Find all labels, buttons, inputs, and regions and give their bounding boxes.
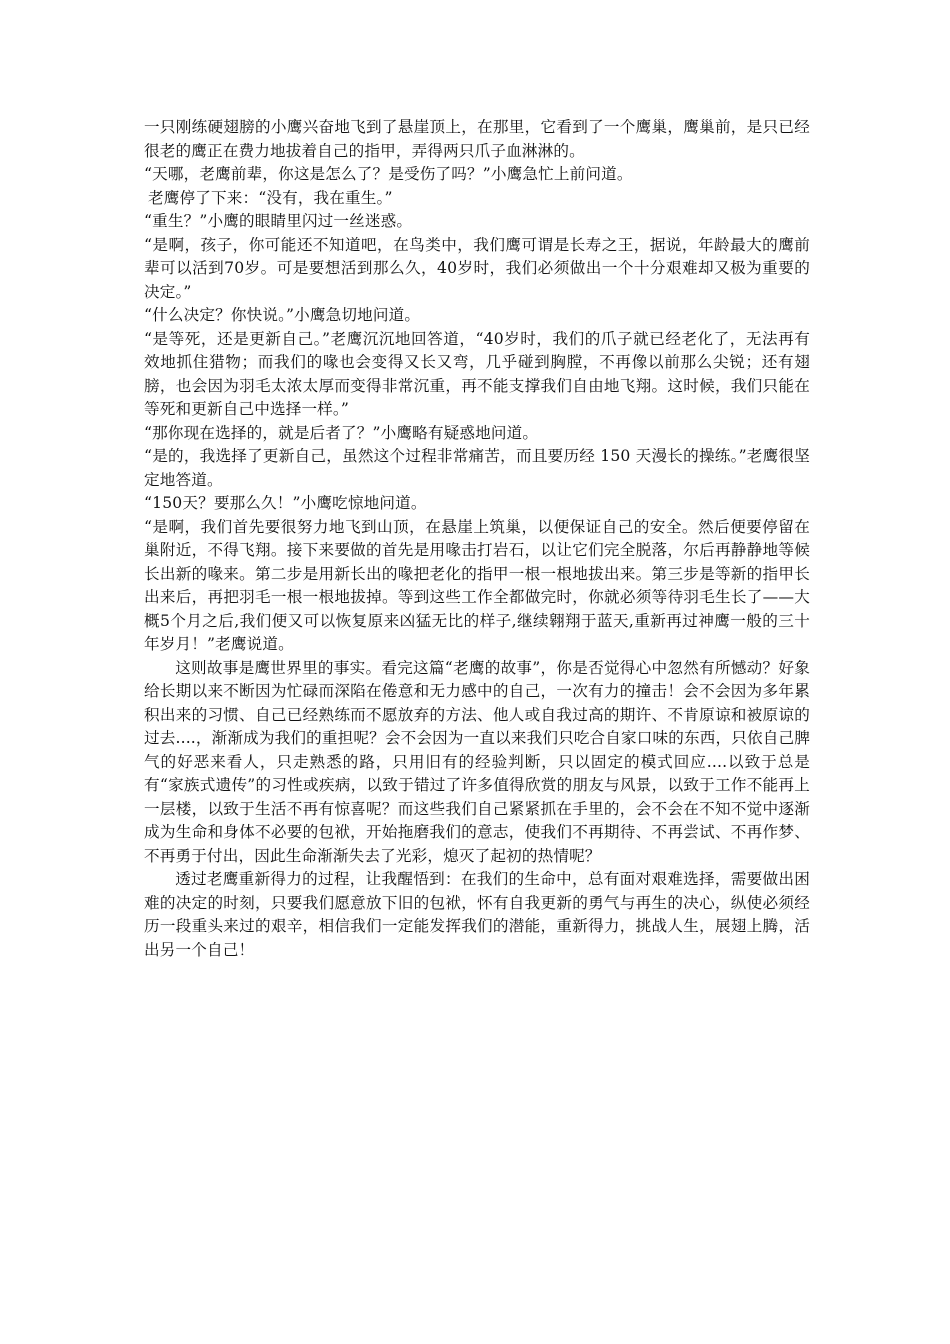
paragraph-1: 一只刚练硬翅膀的小鹰兴奋地飞到了悬崖顶上，在那里，它看到了一个鹰巢，鹰巢前，是只已经很老的鹰正在费力地拔着自己的指甲，弄得两只爪子血淋淋的。: [144, 118, 810, 160]
paragraph-6: “什么决定？你快说。”小鹰急切地问道。: [144, 306, 421, 324]
paragraph-2: “天哪，老鹰前辈，你这是怎么了？是受伤了吗？”小鹰急忙上前问道。: [144, 165, 633, 183]
paragraph-3: 老鹰停了下来：“没有，我在重生。”: [148, 188, 393, 207]
article-body: [144, 116, 810, 962]
paragraph-13: 透过老鹰重新得力的过程，让我醒悟到：在我们的生命中，总有面对艰难选择，需要做出困难的决定的时刻，只要我们愿意放下旧的包袱，怀有自我更新的勇气与再生的决心，纵使必须经历一段重头来过的艰辛，相信我们一定能发挥我们的潜能，重新得力，挑战人生，展翅上腾，活出另一个自己！: [144, 870, 810, 959]
paragraph-12: 这则故事是鹰世界里的事实。看完这篇“老鹰的故事”，你是否觉得心中忽然有所憾动？好象给长期以来不断因为忙碌而深陷在倦意和无力感中的自己，一次有力的撞击！会不会因为多年累积出来的习惯、自己已经熟练而不愿放弃的方法、他人或自我过高的期许、不肯原谅和被原谅的过去....，渐渐成为我们的重担呢？会不会因为一直以来我们只吃合自家口味的东西，只依自己脾气的好恶来看人，只走熟悉的路，只用旧有的经验判断，只以固定的模式回应....以致于总是有“家族式遗传”的习性或疾病，以致于错过了许多值得欣赏的朋友与风景，以致于工作不能再上一层楼，以致于生活不再有惊喜呢？而这些我们自己紧紧抓在手里的，会不会在不知不觉中逐渐成为生命和身体不必要的包袱，开始拖磨我们的意志，使我们不再期待、不再尝试、不再作梦、不再勇于付出，因此生命渐渐失去了光彩，熄灭了起初的热情呢？: [144, 658, 810, 865]
paragraph-9: “是的，我选择了更新自己，虽然这个过程非常痛苦，而且要历经 150 天漫长的操练。”老鹰很坚定地答道。: [144, 447, 810, 489]
paragraph-5: “是啊，孩子，你可能还不知道吧，在鸟类中，我们鹰可谓是长寿之王，据说，年龄最大的鹰前辈可以活到70岁。可是要想活到那么久，40岁时，我们必须做出一个十分艰难却又极为重要的决定。”: [144, 235, 810, 301]
paragraph-7: “是等死，还是更新自己。”老鹰沉沉地回答道，“40岁时，我们的爪子就已经老化了，无法再有效地抓住猎物；而我们的喙也会变得又长又弯，几乎碰到胸膛，不再像以前那么尖锐；还有翅膀，也会因为羽毛太浓太厚而变得非常沉重，再不能支撑我们自由地飞翔。这时候，我们只能在等死和更新自己中选择一样。”: [144, 329, 810, 418]
paragraph-4: “重生？”小鹰的眼睛里闪过一丝迷惑。: [144, 212, 413, 230]
paragraph-10: “150天？要那么久！”小鹰吃惊地问道。: [144, 494, 427, 512]
paragraph-8: “那你现在选择的，就是后者了？”小鹰略有疑惑地问道。: [144, 423, 539, 442]
paragraph-11: “是啊，我们首先要很努力地飞到山顶，在悬崖上筑巢，以便保证自己的安全。然后便要停留在巢附近，不得飞翔。接下来要做的首先是用喙击打岩石，以让它们完全脱落，尔后再静静地等候长出新的喙来。第二步是用新长出的喙把老化的指甲一根一根地拔出来。第三步是等新的指甲长出来后，再把羽毛一根一根地拔掉。等到这些工作全都做完时，你就必须等待羽毛生长了——大概5个月之后,我们便又可以恢复原来凶猛无比的样子,继续翱翔于蓝天,重新再过神鹰一般的三十年岁月！”老鹰说道。: [144, 517, 810, 653]
